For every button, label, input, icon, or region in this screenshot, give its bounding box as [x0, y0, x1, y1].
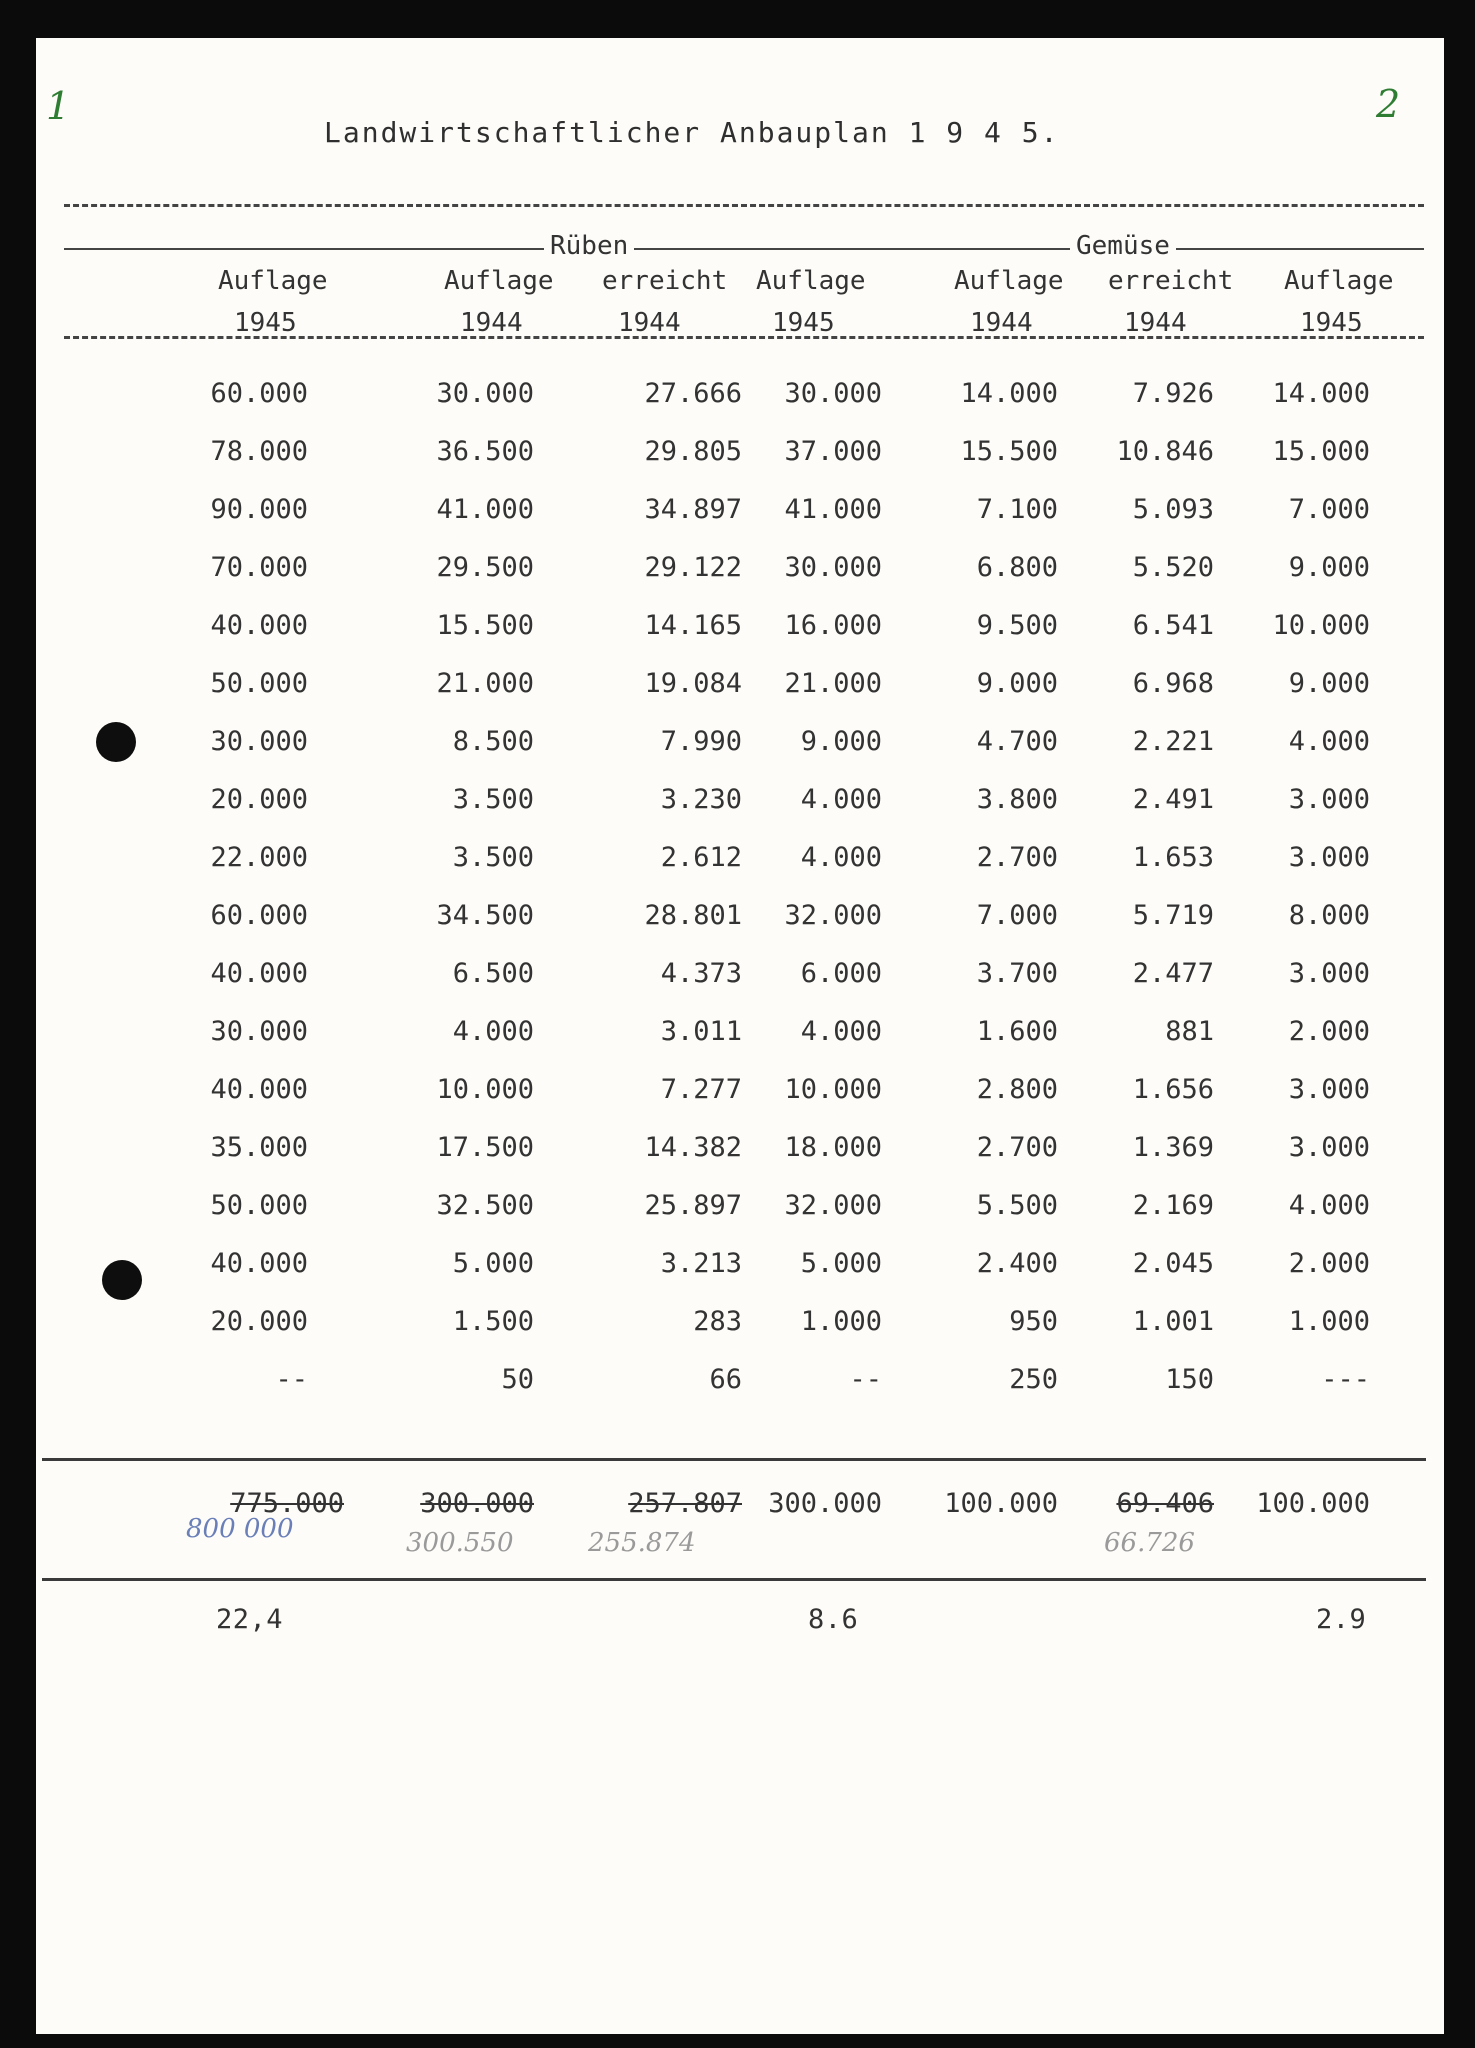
table-cell: 7.100 [976, 494, 1058, 525]
table-cell: 1.000 [1288, 1306, 1370, 1337]
table-cell: 10.000 [436, 1074, 534, 1105]
table-cell: 16.000 [784, 610, 882, 641]
punch-hole-upper [96, 722, 136, 762]
table-cell: 7.000 [976, 900, 1058, 931]
correction-col-1: 800 000 [186, 1514, 294, 1544]
table-cell: 3.000 [1288, 1132, 1370, 1163]
table-cell: 150 [1165, 1364, 1214, 1395]
table-cell: 36.500 [436, 436, 534, 467]
table-cell: 2.491 [1132, 784, 1214, 815]
correction-col-6: 66.726 [1104, 1528, 1195, 1558]
annotation-right: 2 [1376, 82, 1401, 126]
table-cell: 9.000 [1288, 552, 1370, 583]
table-cell: 20.000 [210, 784, 308, 815]
table-cell: 25.897 [644, 1190, 742, 1221]
table-cell: -- [849, 1364, 882, 1395]
table-cell: 7.000 [1288, 494, 1370, 525]
table-cell: 29.122 [644, 552, 742, 583]
table-cell: 4.000 [800, 1016, 882, 1047]
table-cell: 41.000 [784, 494, 882, 525]
total-cell: 100.000 [1256, 1488, 1370, 1519]
total-cell: 300.000 [768, 1488, 882, 1519]
table-cell: 1.656 [1132, 1074, 1214, 1105]
table-cell: 10.846 [1116, 436, 1214, 467]
column-header-year: 1945 [772, 308, 835, 338]
table-cell: 66 [709, 1364, 742, 1395]
table-cell: 6.500 [452, 958, 534, 989]
table-cell: 8.500 [452, 726, 534, 757]
total-cell: 69.406 [1116, 1488, 1214, 1519]
table-cell: 40.000 [210, 1074, 308, 1105]
table-cell: 90.000 [210, 494, 308, 525]
ratio-col-1: 22,4 [216, 1604, 284, 1635]
table-cell: 14.165 [644, 610, 742, 641]
group-rule [64, 248, 1424, 250]
table-cell: -- [275, 1364, 308, 1395]
table-cell: 32.000 [784, 1190, 882, 1221]
table-cell: 27.666 [644, 378, 742, 409]
table-cell: 3.000 [1288, 1074, 1370, 1105]
table-cell: 7.926 [1132, 378, 1214, 409]
table-cell: 19.084 [644, 668, 742, 699]
table-cell: 2.400 [976, 1248, 1058, 1279]
table-cell: 10.000 [1272, 610, 1370, 641]
table-cell: 30.000 [210, 1016, 308, 1047]
table-cell: 4.000 [452, 1016, 534, 1047]
table-cell: 40.000 [210, 610, 308, 641]
table-cell: 40.000 [210, 958, 308, 989]
table-cell: 28.801 [644, 900, 742, 931]
punch-hole-lower [102, 1260, 142, 1300]
table-cell: 4.700 [976, 726, 1058, 757]
table-cell: 5.500 [976, 1190, 1058, 1221]
total-cell: 100.000 [944, 1488, 1058, 1519]
table-cell: 1.001 [1132, 1306, 1214, 1337]
table-cell: 1.000 [800, 1306, 882, 1337]
table-cell: 22.000 [210, 842, 308, 873]
table-cell: 10.000 [784, 1074, 882, 1105]
table-cell: 50 [501, 1364, 534, 1395]
table-cell: 37.000 [784, 436, 882, 467]
table-cell: 1.369 [1132, 1132, 1214, 1163]
table-cell: 1.653 [1132, 842, 1214, 873]
table-cell: 3.230 [660, 784, 742, 815]
table-cell: 6.000 [800, 958, 882, 989]
table-cell: 250 [1009, 1364, 1058, 1395]
table-cell: 3.000 [1288, 842, 1370, 873]
table-cell: 1.500 [452, 1306, 534, 1337]
table-cell: 6.968 [1132, 668, 1214, 699]
correction-col-3: 255.874 [588, 1528, 696, 1558]
table-cell: 14.382 [644, 1132, 742, 1163]
column-header-year: 1945 [1300, 308, 1363, 338]
table-cell: 4.000 [1288, 1190, 1370, 1221]
table-cell: 4.000 [800, 784, 882, 815]
table-cell: 6.541 [1132, 610, 1214, 641]
table-cell: 881 [1165, 1016, 1214, 1047]
table-cell: 7.277 [660, 1074, 742, 1105]
table-cell: 7.990 [660, 726, 742, 757]
table-cell: 2.045 [1132, 1248, 1214, 1279]
column-header-year: 1944 [460, 308, 523, 338]
column-header-label: Auflage [218, 266, 328, 296]
table-cell: 8.000 [1288, 900, 1370, 931]
table-cell: 9.000 [1288, 668, 1370, 699]
table-cell: 70.000 [210, 552, 308, 583]
table-cell: 17.500 [436, 1132, 534, 1163]
table-cell: 6.800 [976, 552, 1058, 583]
table-cell: 9.000 [976, 668, 1058, 699]
table-cell: 14.000 [1272, 378, 1370, 409]
column-header-year: 1944 [618, 308, 681, 338]
table-cell: 20.000 [210, 1306, 308, 1337]
column-header-year: 1944 [970, 308, 1033, 338]
table-cell: 5.719 [1132, 900, 1214, 931]
table-cell: 5.000 [452, 1248, 534, 1279]
table-cell: 4.373 [660, 958, 742, 989]
table-cell: 15.500 [960, 436, 1058, 467]
table-cell: 30.000 [784, 378, 882, 409]
table-cell: 60.000 [210, 378, 308, 409]
header-rule [64, 336, 1424, 339]
table-cell: 21.000 [436, 668, 534, 699]
table-cell: 3.000 [1288, 784, 1370, 815]
table-cell: 18.000 [784, 1132, 882, 1163]
table-cell: 9.000 [800, 726, 882, 757]
table-cell: 34.897 [644, 494, 742, 525]
column-header-label: Auflage [756, 266, 866, 296]
totals-top-rule [42, 1458, 1426, 1461]
document-title: Landwirtschaftlicher Anbauplan 1 9 4 5. [324, 116, 1060, 149]
column-header-label: Auflage [954, 266, 1064, 296]
table-cell: 283 [693, 1306, 742, 1337]
table-cell: 2.700 [976, 1132, 1058, 1163]
table-cell: 15.000 [1272, 436, 1370, 467]
column-header-year: 1944 [1124, 308, 1187, 338]
total-cell: 300.000 [420, 1488, 534, 1519]
ratio-col-7: 2.9 [1316, 1604, 1367, 1635]
table-cell: 32.500 [436, 1190, 534, 1221]
table-cell: 35.000 [210, 1132, 308, 1163]
table-cell: 4.000 [800, 842, 882, 873]
column-header-label: erreicht [1108, 266, 1234, 296]
table-cell: 29.500 [436, 552, 534, 583]
totals-bottom-rule [42, 1578, 1426, 1581]
group-label-gemuese: Gemüse [1070, 231, 1176, 261]
table-cell: 3.800 [976, 784, 1058, 815]
total-cell: 257.807 [628, 1488, 742, 1519]
table-cell: 41.000 [436, 494, 534, 525]
table-cell: 50.000 [210, 668, 308, 699]
title-rule [64, 204, 1424, 207]
correction-col-2: 300.550 [406, 1528, 514, 1558]
column-header-label: Auflage [444, 266, 554, 296]
table-cell: 5.093 [1132, 494, 1214, 525]
table-cell: 40.000 [210, 1248, 308, 1279]
table-cell: 3.500 [452, 784, 534, 815]
annotation-left: 1 [46, 84, 71, 128]
table-cell: 50.000 [210, 1190, 308, 1221]
table-cell: 14.000 [960, 378, 1058, 409]
table-cell: 2.700 [976, 842, 1058, 873]
ratio-col-4: 8.6 [808, 1604, 859, 1635]
table-cell: 2.221 [1132, 726, 1214, 757]
table-cell: 15.500 [436, 610, 534, 641]
table-cell: 32.000 [784, 900, 882, 931]
table-cell: 3.213 [660, 1248, 742, 1279]
table-cell: 2.612 [660, 842, 742, 873]
table-cell: 2.800 [976, 1074, 1058, 1105]
column-header-label: erreicht [602, 266, 728, 296]
table-cell: 3.011 [660, 1016, 742, 1047]
table-cell: 3.700 [976, 958, 1058, 989]
table-cell: 29.805 [644, 436, 742, 467]
group-label-rueben: Rüben [544, 231, 634, 261]
table-cell: 950 [1009, 1306, 1058, 1337]
table-cell: 3.500 [452, 842, 534, 873]
table-cell: 30.000 [436, 378, 534, 409]
table-cell: 30.000 [210, 726, 308, 757]
table-cell: 1.600 [976, 1016, 1058, 1047]
table-cell: 4.000 [1288, 726, 1370, 757]
table-cell: 2.477 [1132, 958, 1214, 989]
table-cell: 21.000 [784, 668, 882, 699]
table-cell: 34.500 [436, 900, 534, 931]
document-sheet [36, 38, 1444, 2034]
table-cell: 2.169 [1132, 1190, 1214, 1221]
table-cell: 2.000 [1288, 1248, 1370, 1279]
table-cell: 9.500 [976, 610, 1058, 641]
table-cell: 5.520 [1132, 552, 1214, 583]
table-cell: 60.000 [210, 900, 308, 931]
table-cell: 5.000 [800, 1248, 882, 1279]
table-cell: 2.000 [1288, 1016, 1370, 1047]
table-cell: --- [1321, 1364, 1370, 1395]
table-cell: 3.000 [1288, 958, 1370, 989]
total-cell: 775.000 [230, 1488, 344, 1519]
table-cell: 78.000 [210, 436, 308, 467]
column-header-label: Auflage [1284, 266, 1394, 296]
column-header-year: 1945 [234, 308, 297, 338]
table-cell: 30.000 [784, 552, 882, 583]
